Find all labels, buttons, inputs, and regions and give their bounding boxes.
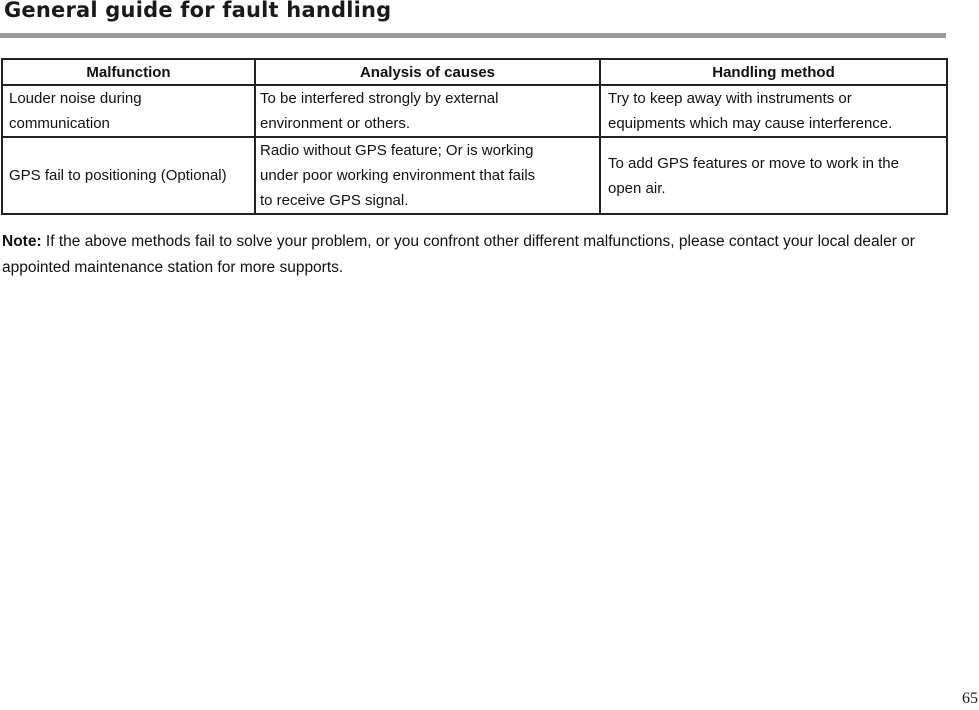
title-divider [0,33,946,38]
cell-line: under poor working environment that fails [260,167,536,184]
malfunction-cell [2,137,255,214]
note-label: Note: [2,233,42,250]
cell-line: Louder noise during [9,90,142,107]
page-number: 65 [962,690,978,707]
cell-line: Try to keep away with instruments or [608,90,852,107]
cell-line: Radio without GPS feature; Or is working [260,142,534,159]
cell-line: GPS fail to positioning (Optional) [9,167,227,184]
column-header-malfunction: Malfunction [2,59,255,85]
note-paragraph [2,229,952,281]
cell-line: To add GPS features or move to work in the [608,154,899,172]
cell-line: to receive GPS signal. [260,192,409,209]
column-header-handling: Handling method [600,59,947,85]
cell-line: To be interfered strongly by external [260,90,499,107]
table-row [2,85,947,137]
page-title: General guide for fault handling [4,0,392,22]
fault-handling-table [1,58,948,215]
handling-cell [600,85,947,137]
note-text: If the above methods fail to solve your problem, or you confront other different malfunctions, please contact your local dealer or appointed maintenance station for more supports. [2,233,915,276]
table-row [2,137,947,214]
analysis-cell [255,137,600,214]
table-header-row [2,59,947,85]
handling-cell [600,137,947,214]
malfunction-cell [2,85,255,137]
cell-line: equipments which may cause interference. [608,115,893,132]
cell-line: environment or others. [260,115,411,132]
analysis-cell [255,85,600,137]
cell-line: open air. [608,179,666,197]
column-header-analysis: Analysis of causes [255,59,600,85]
cell-line: communication [9,115,110,132]
